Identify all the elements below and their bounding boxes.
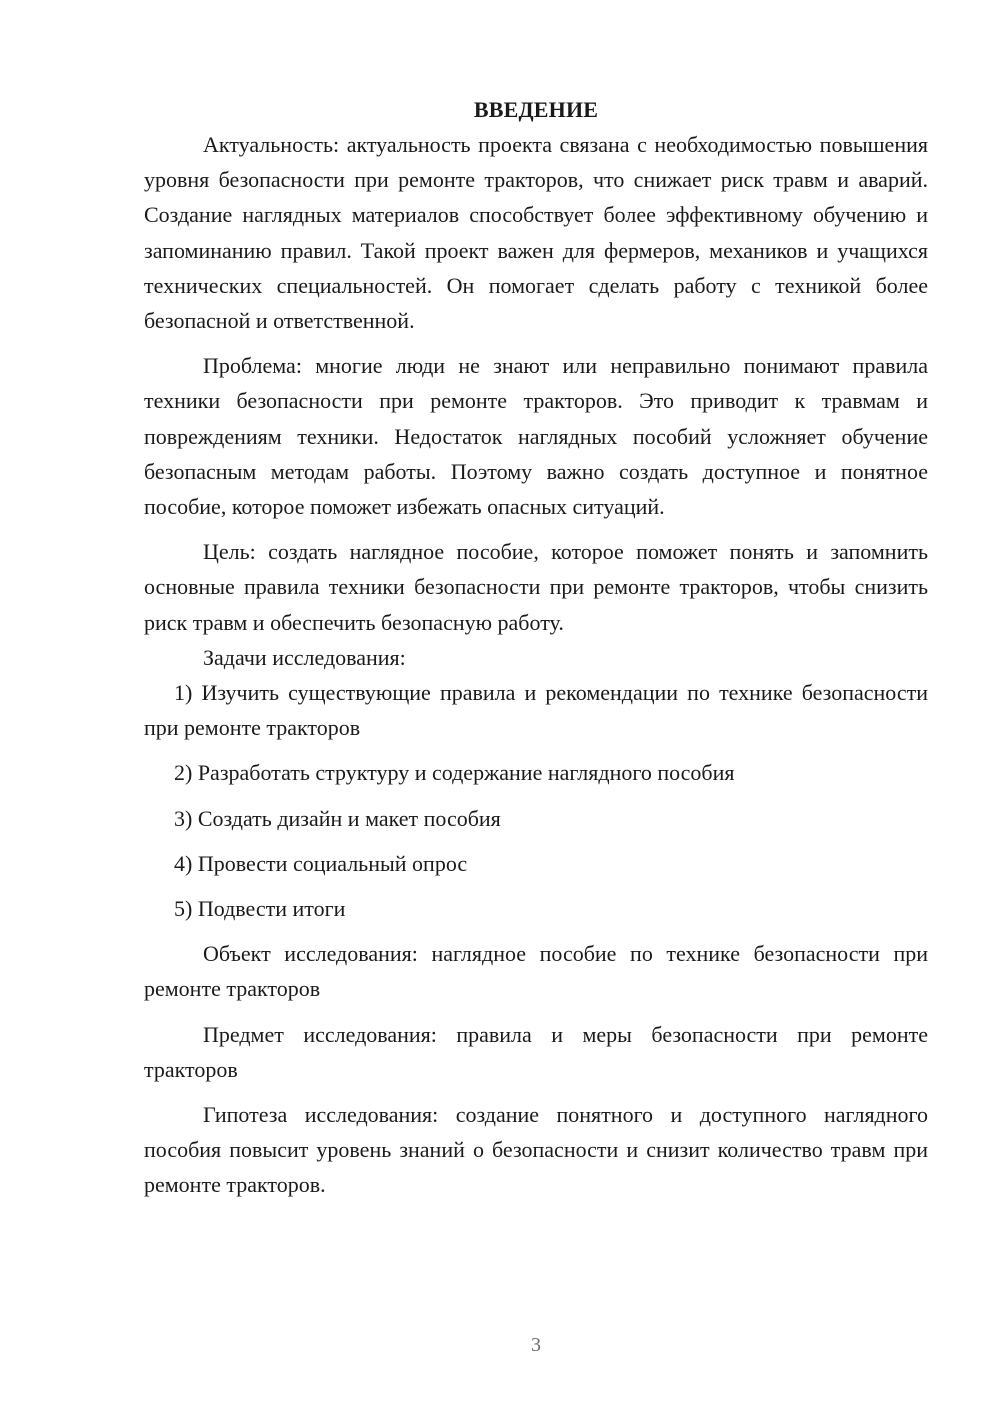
goal-paragraph: Цель: создать наглядное пособие, которое поможет понять и запомнить основные правила техники безопасности при ремонте тракторов, чтобы снизить риск травм и обеспечить безопасную работу. <box>144 539 928 635</box>
document-page <box>144 92 928 1203</box>
page-number: 3 <box>531 1334 541 1356</box>
section-heading: ВВЕДЕНИЕ <box>473 97 599 122</box>
list-item: 1) Изучить существующие правила и рекомендации по технике безопасности при ремонте тракторов <box>144 680 928 741</box>
hypothesis-paragraph: Гипотеза исследования: создание понятного и доступного наглядного пособия повысит уровень знаний о безопасности и снизит количество травм при ремонте тракторов. <box>144 1102 928 1198</box>
object-paragraph: Объект исследования: наглядное пособие по технике безопасности при ремонте тракторов <box>144 941 928 1002</box>
list-item: 4) Провести социальный опрос <box>174 850 468 876</box>
relevance-paragraph: Актуальность: актуальность проекта связана с необходимостью повышения уровня безопасности при ремонте тракторов, что снижает риск травм и аварий. Создание наглядных материалов способствует более эффективному обучению и запоминанию правил. Такой проект важен для фермеров, механиков и учащихся технических специальностей. Он помогает сделать работу с техникой более безопасной и ответственной. <box>144 132 928 334</box>
problem-paragraph: Проблема: многие люди не знают или неправильно понимают правила техники безопасности при ремонте тракторов. Это приводит к травмам и повреждениям техники. Недостаток наглядных пособий усложняет обучение безопасным методам работы. Поэтому важно создать доступное и понятное пособие, которое поможет избежать опасных ситуаций. <box>144 353 928 520</box>
tasks-list <box>144 675 928 926</box>
subject-paragraph: Предмет исследования: правила и меры безопасности при ремонте тракторов <box>144 1021 928 1082</box>
tasks-title: Задачи исследования: <box>203 644 406 670</box>
list-item: 3) Создать дизайн и макет пособия <box>174 805 501 831</box>
list-item: 5) Подвести итоги <box>174 896 346 922</box>
list-item: 2) Разработать структуру и содержание наглядного пособия <box>174 760 735 786</box>
